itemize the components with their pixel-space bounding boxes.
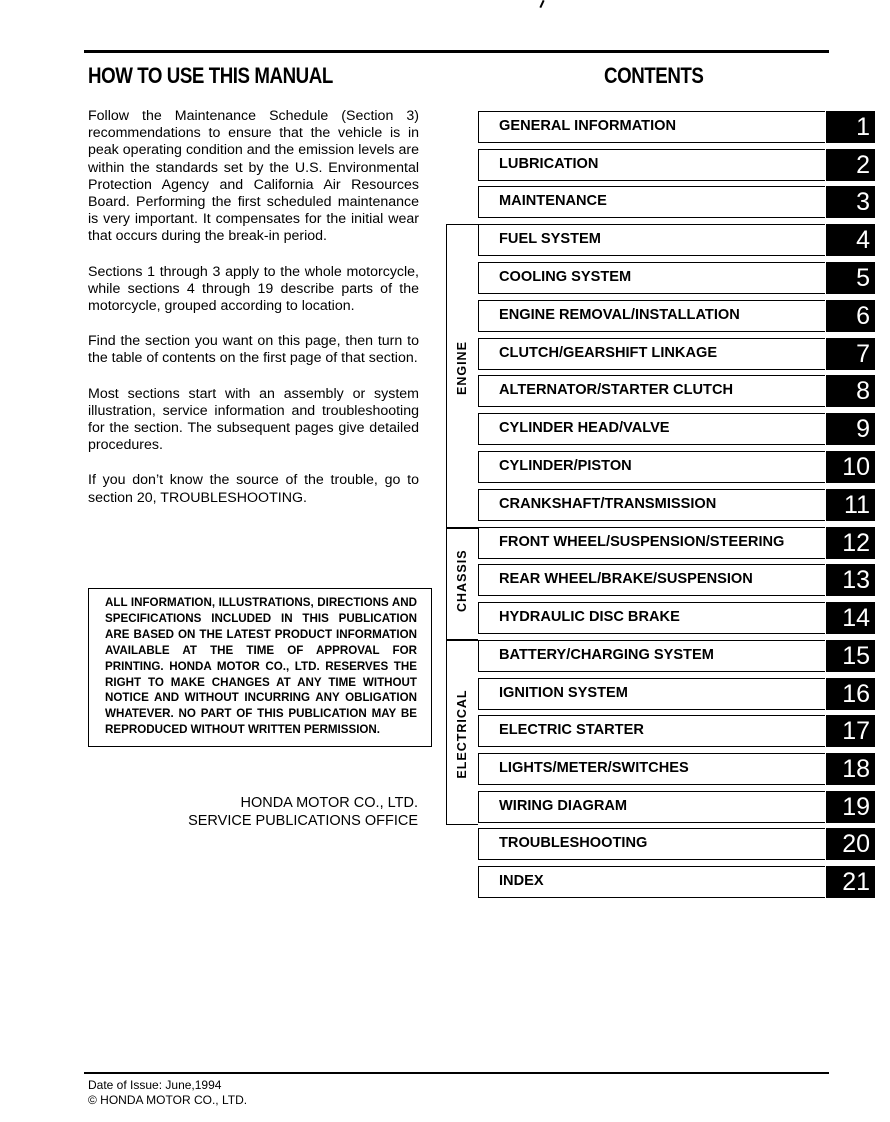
toc-section-number: 18	[826, 753, 875, 785]
toc-item-clutch-gearshift[interactable]	[478, 338, 875, 370]
toc-section-number: 2	[826, 149, 875, 181]
toc-label: LIGHTS/METER/SWITCHES	[499, 760, 689, 776]
toc-label: ELECTRIC STARTER	[499, 722, 644, 738]
paragraph-troubleshooting: If you don’t know the source of the trouble, go to section 20, TROUBLESHOOTING.	[88, 472, 419, 506]
date-value: June,1994	[165, 1078, 222, 1092]
toc-section-number: 12	[826, 527, 875, 559]
engine-group-label: ENGINE	[455, 341, 469, 395]
copyright-notice: ALL INFORMATION, ILLUSTRATIONS, DIRECTIONS AND SPECIFICATIONS INCLUDED IN THIS PUBLICATION ARE BASED ON THE LATEST PRODUCT INFORMATION AVAILABLE AT THE TIME OF APPROVAL FOR PRINTING. HONDA MOTOR CO., LTD. RESERVES THE RIGHT TO MAKE CHANGES AT ANY TIME WITHOUT NOTICE AND WITHOUT INCURRING ANY OBLIGATION WHATEVER. NO PART OF THIS PUBLICATION MAY BE REPRODUCED WITHOUT WRITTEN PERMISSION.	[88, 588, 432, 747]
toc-section-number: 11	[826, 489, 875, 521]
toc-section-number: 15	[826, 640, 875, 672]
toc-label: CRANKSHAFT/TRANSMISSION	[499, 496, 717, 512]
toc-item-hydraulic-disc-brake[interactable]	[478, 602, 875, 634]
footer-copyright: © HONDA MOTOR CO., LTD.	[88, 1093, 248, 1107]
toc-item-general-information[interactable]	[478, 111, 875, 143]
paragraph-find-section: Find the section you want on this page, then turn to the table of contents on the first page of that section.	[88, 333, 419, 367]
toc-section-number: 17	[826, 715, 875, 747]
toc-label: FRONT WHEEL/SUSPENSION/STEERING	[499, 534, 785, 550]
toc-item-maintenance[interactable]	[478, 186, 875, 218]
toc-section-number: 21	[826, 866, 875, 898]
toc-label: LUBRICATION	[499, 156, 599, 172]
toc-section-number: 7	[826, 338, 875, 370]
toc-label: TROUBLESHOOTING	[499, 835, 648, 851]
toc-item-cylinder-head-valve[interactable]	[478, 413, 875, 445]
toc-section-number: 1	[826, 111, 875, 143]
toc-section-number: 20	[826, 828, 875, 860]
toc-label: CLUTCH/GEARSHIFT LINKAGE	[499, 345, 718, 361]
chassis-group-label: CHASSIS	[455, 549, 469, 612]
toc-item-front-wheel[interactable]	[478, 527, 875, 559]
toc-section-number: 6	[826, 300, 875, 332]
toc-item-wiring-diagram[interactable]	[478, 791, 875, 823]
toc-section-number: 13	[826, 564, 875, 596]
toc-label: FUEL SYSTEM	[499, 231, 601, 247]
toc-item-ignition-system[interactable]	[478, 678, 875, 710]
publisher-office: SERVICE PUBLICATIONS OFFICE	[188, 813, 418, 829]
toc-item-index[interactable]	[478, 866, 875, 898]
bottom-rule	[84, 1072, 829, 1074]
toc-section-number: 4	[826, 224, 875, 256]
contents-title: CONTENTS	[604, 63, 704, 88]
toc-section-number: 5	[826, 262, 875, 294]
toc-label: REAR WHEEL/BRAKE/SUSPENSION	[499, 571, 753, 587]
instructions-column	[88, 108, 419, 525]
electrical-group-label: ELECTRICAL	[455, 689, 469, 779]
toc-item-electric-starter[interactable]	[478, 715, 875, 747]
toc-section-number: 8	[826, 375, 875, 407]
scan-mark	[539, 0, 544, 8]
toc-label: CYLINDER HEAD/VALVE	[499, 420, 670, 436]
toc-item-troubleshooting[interactable]	[478, 828, 875, 860]
toc-item-lubrication[interactable]	[478, 149, 875, 181]
toc-section-number: 3	[826, 186, 875, 218]
toc-label: MAINTENANCE	[499, 193, 607, 209]
toc-section-number: 19	[826, 791, 875, 823]
toc-label: WIRING DIAGRAM	[499, 798, 628, 814]
toc-item-battery-charging[interactable]	[478, 640, 875, 672]
paragraph-sections: Sections 1 through 3 apply to the whole motorcycle, while sections 4 through 19 describe parts of the motorcycle, grouped according to location.	[88, 263, 419, 315]
toc-label: BATTERY/CHARGING SYSTEM	[499, 647, 714, 663]
toc-item-crankshaft-transmission[interactable]	[478, 489, 875, 521]
top-rule	[84, 50, 829, 53]
toc-label: CYLINDER/PISTON	[499, 458, 632, 474]
toc-section-number: 9	[826, 413, 875, 445]
publisher-name: HONDA MOTOR CO., LTD.	[240, 795, 418, 811]
toc-item-cylinder-piston[interactable]	[478, 451, 875, 483]
toc-item-rear-wheel[interactable]	[478, 564, 875, 596]
toc-item-alternator-starter-clutch[interactable]	[478, 375, 875, 407]
toc-item-fuel-system[interactable]	[478, 224, 875, 256]
toc-label: HYDRAULIC DISC BRAKE	[499, 609, 680, 625]
toc-item-cooling-system[interactable]	[478, 262, 875, 294]
toc-item-engine-removal[interactable]	[478, 300, 875, 332]
footer	[88, 1078, 247, 1108]
paragraph-maintenance: Follow the Maintenance Schedule (Section 3) recommendations to ensure that the vehicle is in peak operating condition and the emission levels are within the standards set by the U.S. Environmental Protection Agency and California Air Resources Board. Performing the first scheduled maintenance is very important. It compensates for the initial wear that occurs during the break-in period.	[88, 108, 419, 245]
toc-label: ALTERNATOR/STARTER CLUTCH	[499, 382, 734, 398]
how-to-use-title: HOW TO USE THIS MANUAL	[88, 63, 333, 88]
toc-section-number: 14	[826, 602, 875, 634]
toc-label: COOLING SYSTEM	[499, 269, 632, 285]
toc-section-number: 16	[826, 678, 875, 710]
toc-label: INDEX	[499, 873, 544, 889]
date-of-issue	[88, 1078, 247, 1093]
toc-label: ENGINE REMOVAL/INSTALLATION	[499, 307, 740, 323]
date-label: Date of Issue:	[88, 1078, 163, 1092]
toc-section-number: 10	[826, 451, 875, 483]
toc-item-lights-meter-switches[interactable]	[478, 753, 875, 785]
toc-label: GENERAL INFORMATION	[499, 118, 677, 134]
toc-label: IGNITION SYSTEM	[499, 685, 628, 701]
paragraph-section-structure: Most sections start with an assembly or system illustration, service information and troubleshooting for the section. The subsequent pages give detailed procedures.	[88, 385, 419, 454]
publisher-block	[188, 794, 418, 830]
